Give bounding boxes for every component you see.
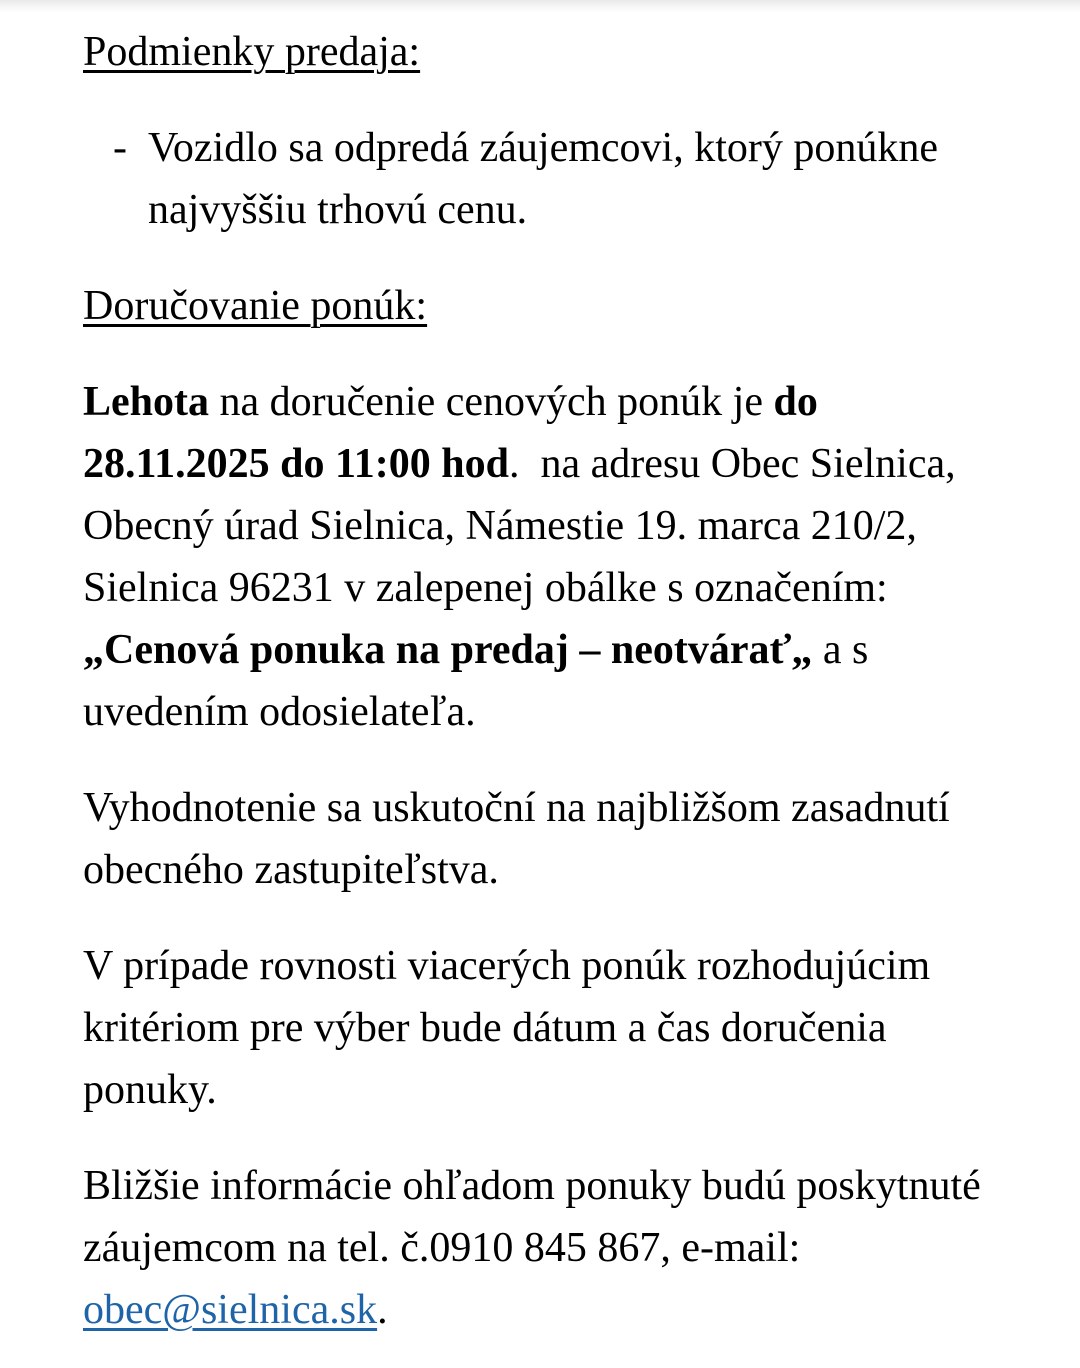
text-run: . bbox=[377, 1287, 388, 1333]
text-run: Vozidlo sa odpredá záujemcovi, ktorý ponúkne najvyššiu trhovú cenu. bbox=[148, 125, 949, 233]
email-link[interactable]: obec@sielnica.sk bbox=[83, 1287, 378, 1333]
text-run: V prípade rovnosti viacerých ponúk rozhodujúcim kritériom pre výber bude dátum a čas doručenia ponuky. bbox=[83, 943, 941, 1113]
paragraph bbox=[83, 117, 1000, 241]
section-heading bbox=[83, 21, 1000, 83]
text-run: Vyhodnotenie sa uskutoční na najbližšom zasadnutí obecného zastupiteľstva. bbox=[83, 785, 961, 893]
paragraph bbox=[83, 1155, 1000, 1341]
text-run: a s uvedením odosielateľa. bbox=[83, 627, 879, 735]
text-run: Lehota bbox=[83, 379, 209, 425]
text-run: Podmienky predaja: bbox=[83, 29, 421, 75]
text-run: na doručenie cenových ponúk je bbox=[209, 379, 774, 425]
text-run: „Cenová ponuka na predaj – neotvárať„ bbox=[83, 627, 813, 673]
text-run: do 28.11.2025 do 11:00 hod bbox=[83, 379, 829, 487]
text-run: Doručovanie ponúk: bbox=[83, 283, 428, 329]
section-heading bbox=[83, 275, 1000, 337]
paragraph bbox=[83, 935, 1000, 1121]
bullet-marker: - bbox=[113, 125, 127, 171]
text-run: Bližšie informácie ohľadom ponuky budú poskytnuté záujemcom na tel. č.0910 845 867, e-mail: bbox=[83, 1163, 992, 1271]
paragraph bbox=[83, 777, 1000, 901]
text-run: . na adresu Obec Sielnica, Obecný úrad Sielnica, Námestie 19. marca 210/2, Sielnica 96231 v zalepenej obálke s označením: bbox=[83, 441, 967, 611]
paragraph bbox=[83, 371, 1000, 743]
